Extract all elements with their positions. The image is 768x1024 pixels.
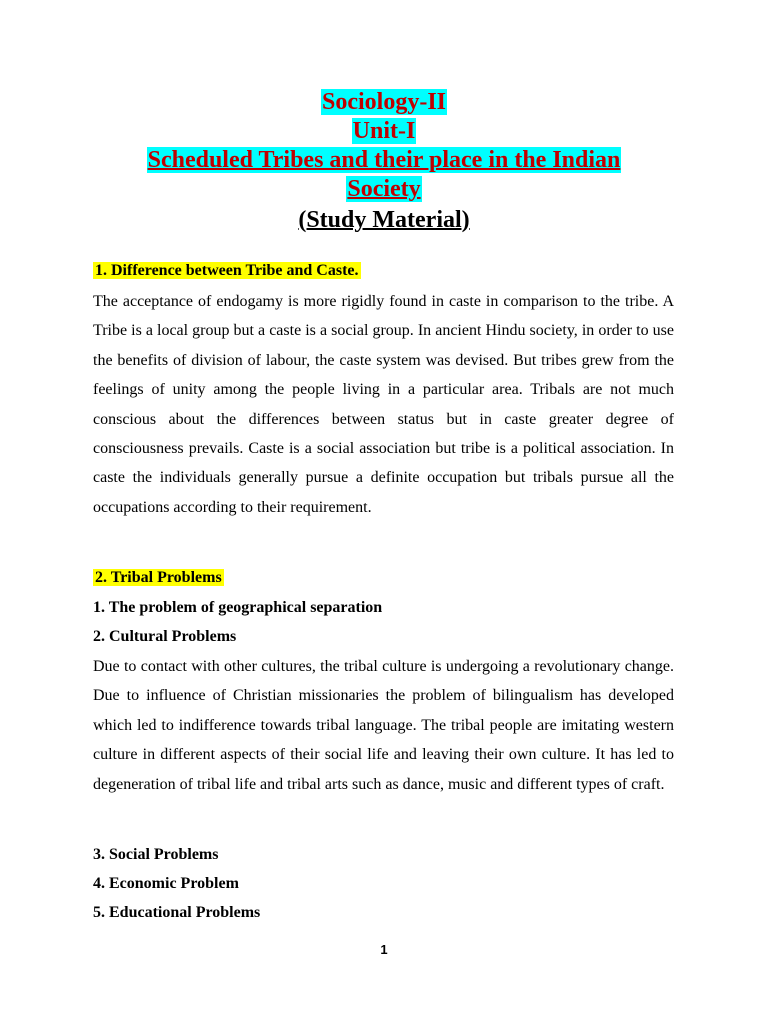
title-block (0, 88, 768, 235)
section-1-paragraph: The acceptance of endogamy is more rigidly found in caste in comparison to the tribe. A Tribe is a local group but a caste is a social group. In ancient Hindu society, in order to use the benefits of division of labour, the caste system was devised. But tribes grew from the feelings of unity among the people living in a particular area. Tribals are not much conscious about the differences between status but in caste greater degree of consciousness prevails. Caste is a social association but tribe is a political association. In caste the individuals generally pursue a definite occupation but tribals pursue all the occupations according to their requirement. (93, 293, 674, 516)
problem-item-4: 4. Economic Problem (93, 875, 239, 892)
course-title-text: Sociology-II (321, 89, 446, 115)
cultural-problems-paragraph: Due to contact with other cultures, the tribal culture is undergoing a revolutionary change. Due to influence of Christian missionaries the problem of bilingualism has developed which led to indifference towards tribal language. The tribal people are imitating western culture in different aspects of their social life and leaving their own culture. It has led to degeneration of tribal life and tribal arts such as dance, music and different types of craft. (93, 658, 674, 793)
section-2-heading (93, 568, 674, 588)
topic-title-line-2 (0, 175, 768, 204)
topic-title-text-1: Scheduled Tribes and their place in the Indian (147, 147, 621, 173)
section-1-heading-text: 1. Difference between Tribe and Caste. (95, 262, 359, 279)
course-title (0, 88, 768, 117)
problem-item-5: 5. Educational Problems (93, 904, 261, 921)
study-material-label (0, 206, 768, 235)
unit-title-text: Unit-I (352, 118, 416, 144)
study-material-text: (Study Material) (298, 207, 470, 233)
section-2-heading-text: 2. Tribal Problems (95, 569, 222, 586)
section-1-heading (93, 261, 674, 281)
problem-item-1: 1. The problem of geographical separation (93, 599, 383, 616)
topic-title-line-1 (0, 146, 768, 175)
unit-title (0, 117, 768, 146)
topic-title-text-2: Society (347, 176, 421, 202)
page-number: 1 (380, 942, 388, 957)
problem-item-2: 2. Cultural Problems (93, 628, 237, 645)
problem-item-3: 3. Social Problems (93, 846, 219, 863)
